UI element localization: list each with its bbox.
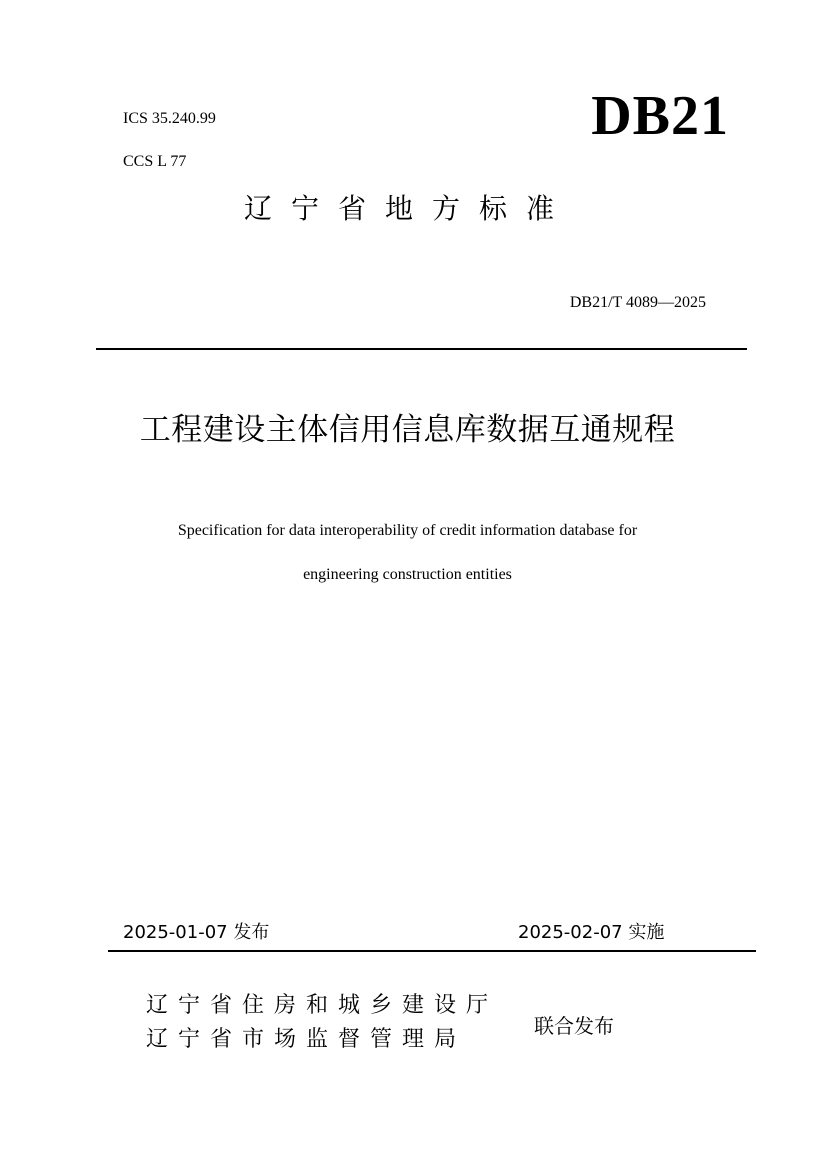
standard-number: DB21/T 4089—2025 bbox=[569, 294, 706, 311]
standard-code-mark: DB21 bbox=[591, 85, 729, 147]
issue-date: 2025-01-07 发布 bbox=[123, 922, 270, 943]
document-title-english-line1: Specification for data interoperability of credit information database for bbox=[177, 522, 638, 539]
ics-code: ICS 35.240.99 bbox=[123, 110, 216, 127]
issuer-market-regulation-bureau: 辽宁省市场监督管理局 bbox=[146, 1027, 467, 1052]
document-title-chinese: 工程建设主体信用信息库数据互通规程 bbox=[139, 412, 676, 448]
standard-type-heading: 辽宁省地方标准 bbox=[244, 192, 574, 225]
ccs-code: CCS L 77 bbox=[123, 153, 187, 170]
top-divider bbox=[96, 348, 747, 350]
implementation-date: 2025-02-07 实施 bbox=[518, 922, 665, 943]
joint-issue-label: 联合发布 bbox=[534, 1014, 614, 1038]
document-title-english-line2: engineering construction entities bbox=[303, 566, 512, 583]
issuer-housing-department: 辽宁省住房和城乡建设厅 bbox=[146, 993, 499, 1018]
bottom-divider bbox=[108, 950, 756, 952]
